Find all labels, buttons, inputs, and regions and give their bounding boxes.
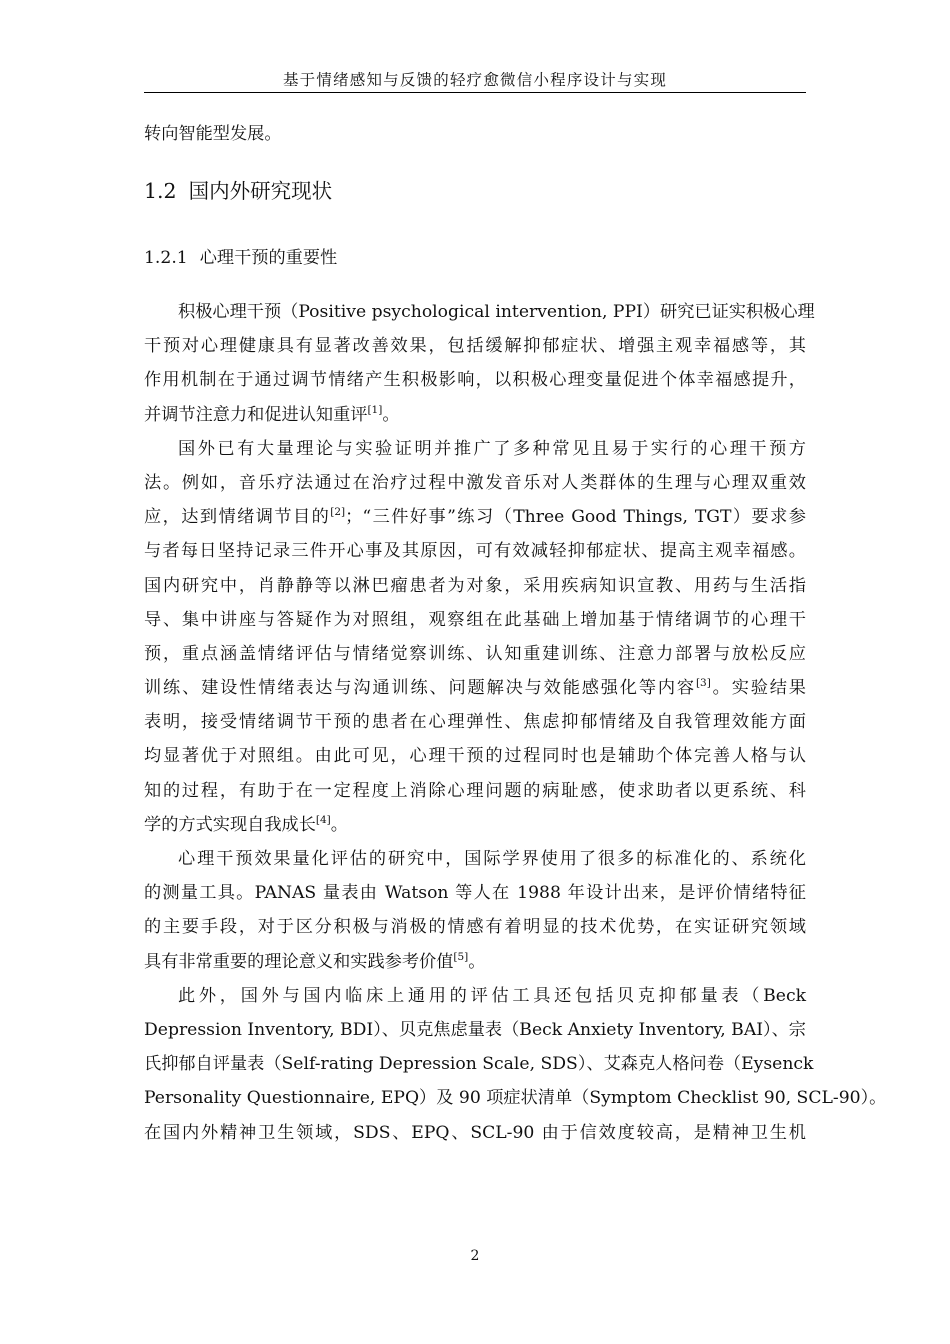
text-line: 法。例如，音乐疗法通过在治疗过程中激发音乐对人类群体的生理与心理双重效 (144, 472, 806, 493)
running-header: 基于情绪感知与反馈的轻疗愈微信小程序设计与实现 (282, 71, 668, 89)
text-line: 应，达到情绪调节目的[2]；“三件好事”练习（Three Good Things, TGT）要求参 (144, 506, 806, 528)
text-line: 的测量工具。PANAS 量表由 Watson 等人在 1988 年设计出来，是评价情绪特征 (144, 883, 806, 904)
body-text (144, 295, 887, 1150)
text-line: 积极心理干预（Positive psychological intervention, PPI）研究已证实积极心理 (178, 302, 815, 322)
text-line: 作用机制在于通过调节情绪产生积极影响，以积极心理变量促进个体幸福感提升， (144, 370, 806, 391)
citation: [4] (315, 813, 331, 826)
text-line: 训练、建设性情绪表达与沟通训练、问题解决与效能感强化等内容[3]。实验结果 (144, 677, 806, 699)
text-line: 此外，国外与国内临床上通用的评估工具还包括贝克抑郁量表（Beck (178, 985, 806, 1006)
text-line: 转向智能型发展。 (144, 124, 282, 144)
text-line: 学的方式实现自我成长[4]。 (144, 813, 348, 835)
page-number: 2 (470, 1248, 480, 1264)
text-line: 并调节注意力和促进认知重评[1]。 (144, 403, 400, 425)
text-line: Personality Questionnaire, EPQ）及 90 项症状清单（Symptom Checklist 90, SCL-90）。 (144, 1088, 887, 1109)
text-line: 表明，接受情绪调节干预的患者在心理弹性、焦虑抑郁情绪及自我管理效能方面 (144, 712, 806, 733)
text-line: 知的过程，有助于在一定程度上消除心理问题的病耻感，使求助者以更系统、科 (144, 780, 806, 801)
subsection-heading (144, 243, 337, 268)
citation: [2] (330, 506, 346, 519)
text-line: 导、集中讲座与答疑作为对照组，观察组在此基础上增加基于情绪调节的心理干 (144, 609, 806, 630)
text-line: 干预对心理健康具有显著改善效果，包括缓解抑郁症状、增强主观幸福感等，其 (144, 336, 806, 357)
text-line: 预，重点涵盖情绪评估与情绪觉察训练、认知重建训练、注意力部署与放松反应 (144, 643, 806, 664)
text-line: 国内研究中，肖静静等以淋巴瘤患者为对象，采用疾病知识宣教、用药与生活指 (144, 575, 806, 596)
subsection-title: 心理干预的重要性 (199, 248, 338, 268)
section-title: 国内外研究现状 (188, 179, 333, 203)
citation: [5] (453, 950, 469, 963)
section-number: 1.2 (144, 179, 177, 203)
citation: [1] (367, 403, 383, 416)
header-rule (144, 92, 806, 93)
subsection-number: 1.2.1 (144, 248, 188, 268)
text-line: 与者每日坚持记录三件开心事及其原因，可有效减轻抑郁症状、提高主观幸福感。 (144, 541, 806, 562)
text-line: 氏抑郁自评量表（Self-rating Depression Scale, SDS）、艾森克人格问卷（Eysenck (144, 1054, 814, 1075)
continuation-text (144, 117, 806, 151)
text-line: 在国内外精神卫生领域，SDS、EPQ、SCL-90 由于信效度较高，是精神卫生机 (144, 1122, 806, 1143)
text-line: 心理干预效果量化评估的研究中，国际学界使用了很多的标准化的、系统化 (178, 849, 806, 869)
text-line: 具有非常重要的理论意义和实践参考价值[5]。 (144, 950, 486, 972)
text-line: 的主要手段，对于区分积极与消极的情感有着明显的技术优势，在实证研究领域 (144, 917, 806, 938)
text-line: Depression Inventory, BDI）、贝克焦虑量表（Beck Anxiety Inventory, BAI）、宗 (144, 1019, 806, 1040)
citation: [3] (695, 677, 711, 690)
text-line: 国外已有大量理论与实验证明并推广了多种常见且易于实行的心理干预方 (178, 438, 806, 459)
text-line: 均显著优于对照组。由此可见，心理干预的过程同时也是辅助个体完善人格与认 (144, 746, 806, 767)
section-heading (144, 174, 332, 204)
